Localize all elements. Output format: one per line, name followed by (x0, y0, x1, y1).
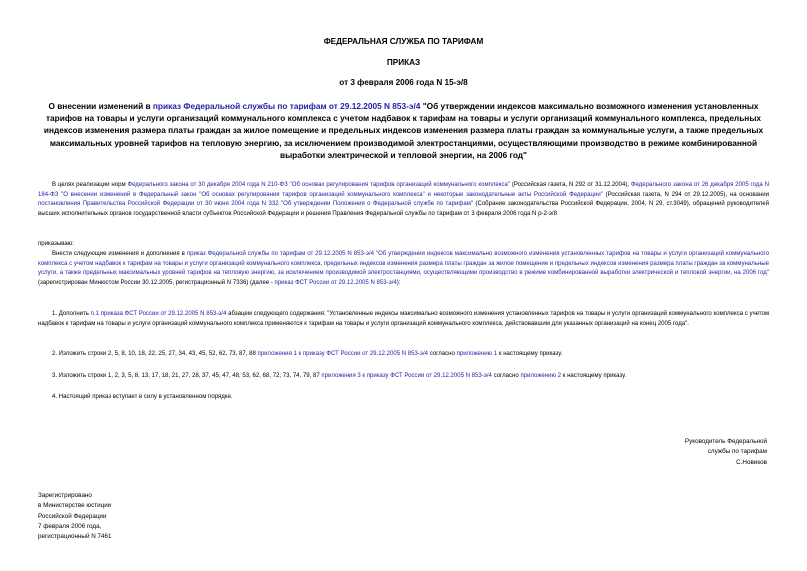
federal-law-210-link[interactable]: Федерального закона от 30 декабря 2004 года N 210-ФЗ "Об основах регулирования тарифов организаций коммунального комплекса" (127, 182, 511, 188)
item-3-text-1: 3. Изложить строки 1, 2, 3, 5, 8, 13, 17, 18, 21, 27, 28, 37, 45, 47, 48, 53, 62, 68, 72, 73, 74, 79, 87 (52, 373, 322, 379)
item-3-text-3: к настоящему приказу. (561, 373, 627, 379)
item-3 (38, 372, 769, 382)
item-2 (38, 350, 769, 360)
intro-text-3: ): (396, 279, 401, 286)
registration-line-4: 7 февраля 2006 года, (38, 522, 102, 530)
order-853-full-link[interactable]: приказ Федеральной службы по тарифам от 29.12.2005 N 853-э/4 "Об утверждении индексов максимально возможного изменения установленных тарифов на товары и услуги организаций коммунального комплекса с учетом надбавок к тарифам на товары и услуги организаций коммунального комплекса, предельных индексов изменения размера платы граждан за жилое помещение и предельных индексов изменения размера платы граждан за коммунальные услуги, а также предельных максимальных уровней тарифов на тепловую энергию, за исключением производимой электростанциями, осуществляющими производство в режиме комбинированной выработки электрической и тепловой энергии, на 2006 год" (38, 251, 769, 277)
item-2-text-3: к настоящему приказу. (497, 351, 563, 357)
title-order-link[interactable]: приказ Федеральной службы по тарифам от 29.12.2005 N 853-э/4 (152, 101, 421, 111)
item-3-text-2: согласно (491, 373, 521, 379)
agency-heading: ФЕДЕРАЛЬНАЯ СЛУЖБА ПО ТАРИФАМ (323, 37, 484, 46)
registration-line-2: в Министерстве юстиции (38, 502, 112, 510)
item-2-text-1: 2. Изложить строки 2, 5, 8, 10, 18, 22, 25, 27, 34, 43, 45, 52, 62, 73, 87, 88 (52, 351, 258, 357)
preamble-text-4: (Собрание законодательства Российской Федерации, 2004, N 29, ст.3049), обращений руководителей высших исполнительных органов государственной власти субъектов Российской Федерации и решения Правления Федеральной службы по тарифам от 3 февраля 2006 года N р-2-э/8 (38, 201, 769, 217)
preamble-text-2: (Российская газета, N 292 от 31.12.2004), (510, 182, 631, 188)
intro-text-2: (зарегистрирован Минюстом России 30.12.2005, регистрационный N 7336) (далее - (38, 279, 275, 286)
preamble-paragraph (38, 181, 769, 219)
intro-paragraph (38, 250, 769, 288)
item-2-appendix-link[interactable]: приложения 1 к приказу ФСТ России от 29.12.2005 N 853-э/4 (257, 351, 429, 357)
order-853-short-link[interactable]: приказ ФСТ России от 29.12.2005 N 853-э/4 (274, 279, 397, 286)
intro-text-1: Внести следующие изменения и дополнения в (52, 251, 187, 257)
item-1-link[interactable]: п.1 приказа ФСТ России от 29.12.2005 N 853-э/4 (90, 311, 227, 317)
item-4: 4. Настоящий приказ вступает в силу в установленном порядке. (52, 394, 233, 400)
signature-block (587, 437, 767, 468)
preamble-text-1: В целях реализации норм (52, 182, 128, 188)
item-2-text-2: согласно (428, 351, 457, 357)
item-3-appendix-link[interactable]: приложения 3 к приказу ФСТ России от 29.12.2005 N 853-э/4 (321, 373, 492, 379)
signature-line-3: С.Новиков (736, 458, 767, 466)
registration-line-3: Российской Федерации (38, 512, 107, 520)
government-resolution-332-link[interactable]: постановления Правительства Российской Федерации от 30 июня 2004 года N 332 "Об утверждении Положения о Федеральной службе по тарифам" (38, 201, 474, 208)
registration-line-5: регистрационный N 7461 (38, 533, 112, 541)
item-1 (38, 310, 769, 329)
date-number-heading: от 3 февраля 2006 года N 15-э/8 (339, 78, 468, 87)
item-1-text-1: 1. Дополнить (52, 311, 91, 317)
registration-block (38, 491, 238, 542)
decree-word: приказываю: (38, 241, 74, 247)
signature-line-2: службы по тарифам (707, 448, 767, 456)
registration-line-1: Зарегистрировано (38, 492, 92, 499)
document-title (38, 100, 769, 161)
title-prefix: О внесении изменений в (48, 101, 153, 111)
signature-line-1: Руководитель Федеральной (684, 438, 767, 445)
item-3-attachment-link[interactable]: приложению 2 (520, 373, 562, 379)
title-suffix: "Об утверждении индексов максимально возможного изменения установленных тарифов на товары и услуги организаций коммунального комплекса с учетом надбавок к тарифам на товары и услуги организаций коммунального комплекса, предельных индексов изменения размера платы граждан за жилое помещение и предельных индексов изменения размера платы граждан за коммунальные услуги, а также предельных максимальных уровней тарифов на тепловую энергию, за исключением производимой электростанциями, осуществляющими производство в режиме комбинированной выработки электрической и тепловой энергии, на 2006 год" (43, 101, 764, 160)
preamble-text-3: (Российская газета, N 294 от 29.12.2005), на основании (602, 191, 769, 198)
federal-law-184-link[interactable]: Федерального закона от 26 декабря 2005 года N 184-ФЗ "О внесении изменений в Федеральный закон "Об основах регулирования тарифов организаций коммунального комплекса" и некоторые законодательные акты Российской Федерации" (38, 182, 769, 198)
doc-type-heading: ПРИКАЗ (386, 58, 421, 67)
item-2-attachment-link[interactable]: приложению 1 (456, 351, 498, 357)
item-1-text-2: абзацем следующего содержания: "Установленные индексы максимально возможного изменения установленных тарифов на товары и услуги организаций коммунального комплекса с учетом надбавок к тарифам на товары и услуги организаций коммунального комплекса применяются к тарифам на товары и услуги организаций коммунального комплекса, действовавшим для указанных организаций на конец 2005 года". (38, 311, 770, 327)
